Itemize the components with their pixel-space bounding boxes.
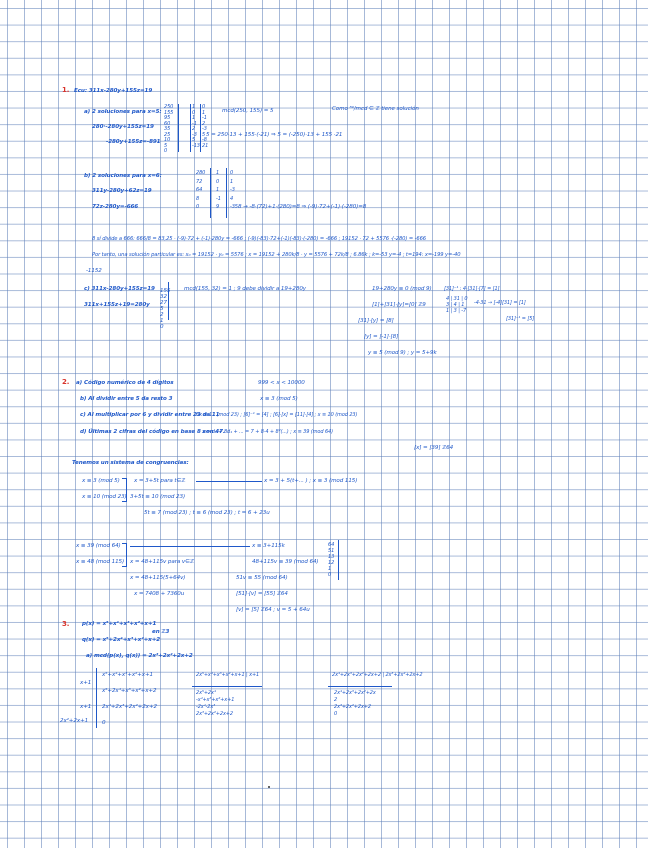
step: [v] = [5] ℤ64 ; v = 5 + 64u: [236, 607, 310, 613]
bezout-result: 5 = 250·13 + 155·(-21) ⇒ 5 = (-250)·13 + 155 ·21: [206, 132, 343, 138]
table-cell: 21: [202, 142, 209, 149]
statement-result: x ≡ 3 (mod 5): [260, 396, 298, 402]
statement: d) Últimas 2 cifras del código en base 8 son 47.: [80, 429, 225, 435]
table-cell: 280: [196, 170, 206, 176]
inverse-table: 4 | 31 | 0 3 | 4 | 1 1 | 3 | -7: [446, 296, 468, 314]
equation: 311x+155z+19=280y: [84, 302, 150, 308]
table-cell: 1: [230, 178, 234, 185]
step: 48+115v ≡ 39 (mod 64): [252, 559, 319, 565]
step: x ≡ 3+115k: [252, 543, 285, 549]
table-cell: 5: [202, 131, 206, 138]
congruence: y ≡ 5 (mod 9) ; y = 5+9k: [368, 350, 437, 356]
euclid-table: 64 51 13 12 1 0: [328, 542, 335, 578]
step: x = 48+115(5+64v): [130, 575, 186, 581]
table-cell: 1: [202, 109, 206, 116]
part-a-title: a) 2 soluciones para x=5:: [84, 109, 162, 115]
table-cell: 0: [164, 148, 168, 154]
table-cell: 4: [230, 195, 234, 202]
long-division-work: 2x⁴+2x³+2x²+2x 2 2x³+2x²+2x+2 0: [334, 690, 376, 717]
table-cell: 10: [164, 137, 171, 143]
division-line: [328, 686, 392, 687]
table-divider: [178, 104, 179, 152]
derivation-line: -1152: [86, 268, 102, 274]
table-cell: 0: [202, 104, 206, 110]
poly-row: 2x⁴+2x³+2x²+2x+2: [102, 704, 157, 710]
table-cell: 0: [216, 178, 220, 185]
congruence: [31]·[y] = [8]: [358, 318, 394, 324]
congruence: 19+280y ≡ 0 (mod 9): [372, 286, 432, 292]
inverse-work: -4·31 → [-4][31] = [1]: [474, 300, 526, 306]
division-line: [192, 686, 262, 687]
long-division-work: 2x⁵+2x⁴ -x⁴+x³+x²+x+1 -2x⁴-2x³ 2x³+2x²+2x+2: [196, 690, 235, 717]
poly-row: x⁵+x⁴+x³+x²+x+1: [102, 672, 154, 678]
note: Como ⁸⁹/mcd ∈ ℤ tiene solución: [332, 106, 419, 112]
table-cell: 0: [192, 109, 196, 116]
table-cell: 0: [230, 170, 234, 176]
table-cell: -3: [230, 187, 235, 193]
part-a-title: a) mcd(p(x), q(x)) = 2x³+2x²+2x+2: [86, 653, 193, 659]
table-cell: 72: [196, 178, 203, 185]
system-bracket: [122, 478, 127, 502]
arrow-line: [196, 481, 262, 482]
inverse-result: [31]⁻¹ = [5]: [506, 316, 535, 322]
part-b-title: b) 2 soluciones para x=6:: [84, 173, 162, 179]
poly-row: x⁵+2x⁴+x³+x²+x+2: [102, 688, 157, 694]
table-cell: 1: [216, 170, 220, 176]
table-cell: -1: [202, 115, 207, 121]
congruence: x ≡ 39 (mod 64): [76, 543, 121, 549]
bezout-result: 8 → -8·(72)+1·(280)=8 ⇒ (-9)·72+(-1)·(-280)=8: [238, 204, 367, 210]
table-cell: 2: [192, 126, 196, 132]
long-division: 2x⁵+x⁴+x³+x²+x+1 | x+1: [196, 672, 260, 678]
table-cell: 5: [164, 142, 168, 149]
quotient: x+1: [80, 680, 92, 686]
quotient: x+1: [80, 704, 92, 710]
table-cell: 5: [192, 137, 196, 143]
table-cell: 155: [164, 109, 174, 116]
problem-number: 3.: [62, 620, 70, 628]
equation: 280·-280y+155z=19: [92, 124, 154, 130]
step: [51]·[v] = [55] ℤ64: [236, 591, 288, 597]
table-cell: 25: [164, 131, 171, 138]
table-divider: [200, 104, 201, 152]
congruence: x ≡ 48 (mod 115): [76, 559, 125, 565]
table-cell: 9: [216, 204, 220, 210]
table-cell: 95: [164, 115, 171, 121]
congruence: [1]+[31]·[y]=[0] ℤ9: [372, 302, 426, 308]
table-cell: 64: [196, 187, 203, 193]
table-cell: -1: [192, 120, 197, 127]
table-cell: -35: [230, 204, 238, 210]
congruence: [y] = [-1]·[8]: [364, 334, 399, 340]
table-cell: 8: [196, 195, 200, 202]
statement: a) Código numérico de 4 dígitos: [76, 380, 174, 386]
step: 51v ≡ 55 (mod 64): [236, 575, 288, 581]
step-result: x = 3 + 5(t+... ) ; x ≡ 3 (mod 115): [264, 478, 358, 484]
field-note: en ℤ3: [152, 629, 170, 635]
table-cell: -3: [202, 126, 207, 132]
table-cell: -13: [192, 142, 200, 149]
mcd-result: mcd(250, 155) = 5: [222, 108, 274, 114]
polynomial: q(x) = x⁵+2x⁴+x³+x²+x+2: [82, 637, 161, 643]
table-divider: [96, 668, 97, 728]
statement-result: [x] = [39] ℤ64: [414, 445, 454, 451]
step: 5t ≡ 7 (mod 23) ; t ≡ 6 (mod 23) ; t = 6 + 23u: [144, 510, 270, 516]
derivation-line: Por tanto, una solución particular es: x₀ = 19152 · y₀ = 5576 ; x = 19152 + 280k/8 · y = 5576 + 72k/8 ; 6.86k ; k=-53 y=-4 ; t=194: x=-199 y=-40: [92, 252, 461, 258]
table-divider: [226, 168, 227, 218]
table-cell: 60: [164, 120, 171, 127]
congruence: x ≡ 10 (mod 23): [82, 494, 127, 500]
step: 3+5t ≡ 10 (mod 23): [130, 494, 186, 500]
inverse-note: [31]⁻¹ : 4·[31]·[7] = [1]: [444, 286, 500, 292]
statement-result: x = d₀ + 8d₁ + ... = 7 + 8·4 + 8²(...) ; x ≡ 39 (mod 64): [202, 429, 333, 435]
statement-result: 6x ≡ 11 (mod 23) ; [6]⁻¹ = [4] ; [6]·[x] = [11]·[4] ; x ≡ 10 (mod 23): [196, 412, 358, 418]
equation: 72z-280y=-666: [92, 204, 139, 210]
problem-number: 1.: [62, 86, 70, 94]
long-division: 2x⁴+2x³+2x²+2x+2 | 2x³+2x²+2x+2: [332, 672, 423, 678]
table-cell: 2: [202, 120, 206, 127]
problem-header: Ecu: 311x-280y+155z=19: [74, 88, 153, 94]
system-bracket: [122, 543, 127, 567]
table-cell: -8: [202, 137, 207, 143]
page-mark: [268, 786, 270, 788]
problem-number: 2.: [62, 378, 70, 386]
statement: c) Al multiplicar por 6 y dividir entre 23 da 11: [80, 412, 220, 418]
poly-row: 0: [102, 720, 106, 726]
part-c-title: c) 311x-280y+155z=19: [84, 286, 155, 292]
congruence: x ≡ 3 (mod 5): [82, 478, 120, 484]
statement-result: 999 < x < 10000: [258, 380, 305, 386]
equation: 311y-280y+62z=19: [92, 188, 152, 194]
table-cell: 35: [164, 126, 171, 132]
statement: b) Al dividir entre 5 da resto 3: [80, 396, 173, 402]
quotient: 2x²+2x+1: [60, 718, 89, 724]
table-cell: -3: [192, 131, 197, 138]
step: x = 3+5t para t∈ℤ: [134, 478, 186, 484]
step: x = 7408 + 7360u: [134, 591, 185, 597]
table-divider: [338, 540, 339, 580]
table-cell: 0: [196, 204, 200, 210]
table-cell: 1: [192, 104, 196, 110]
table-cell: 250: [164, 104, 174, 110]
euclid-table: 155 32 27 5 2 1 0: [160, 288, 171, 330]
step: x = 48+115v para v∈ℤ: [130, 559, 194, 565]
system-title: Tenemos un sistema de congruencias:: [72, 460, 189, 466]
table-cell: 1: [216, 187, 220, 193]
equation: -280y+155z=-891: [106, 139, 161, 145]
polynomial: p(x) = x⁵+x⁴+x³+x²+x+1: [82, 621, 157, 627]
table-cell: 1: [192, 115, 196, 121]
table-cell: -1: [216, 195, 221, 202]
arrow-line: [130, 546, 250, 547]
derivation-line: 8 sí divide a 666: 666/8 = 83,25 · (-9)·72 + (-1)·280y = -666 ; (-9)(-83)·72+(-1)(-83)·(-280) = -666 ; 19152 · 72 + 5576 ·(-280) = -666: [92, 236, 427, 242]
table-divider: [190, 104, 191, 152]
mcd-result: mcd(155, 32) = 1 ; 9 debe dividir a 19+280y: [184, 286, 306, 292]
table-divider: [210, 168, 211, 218]
